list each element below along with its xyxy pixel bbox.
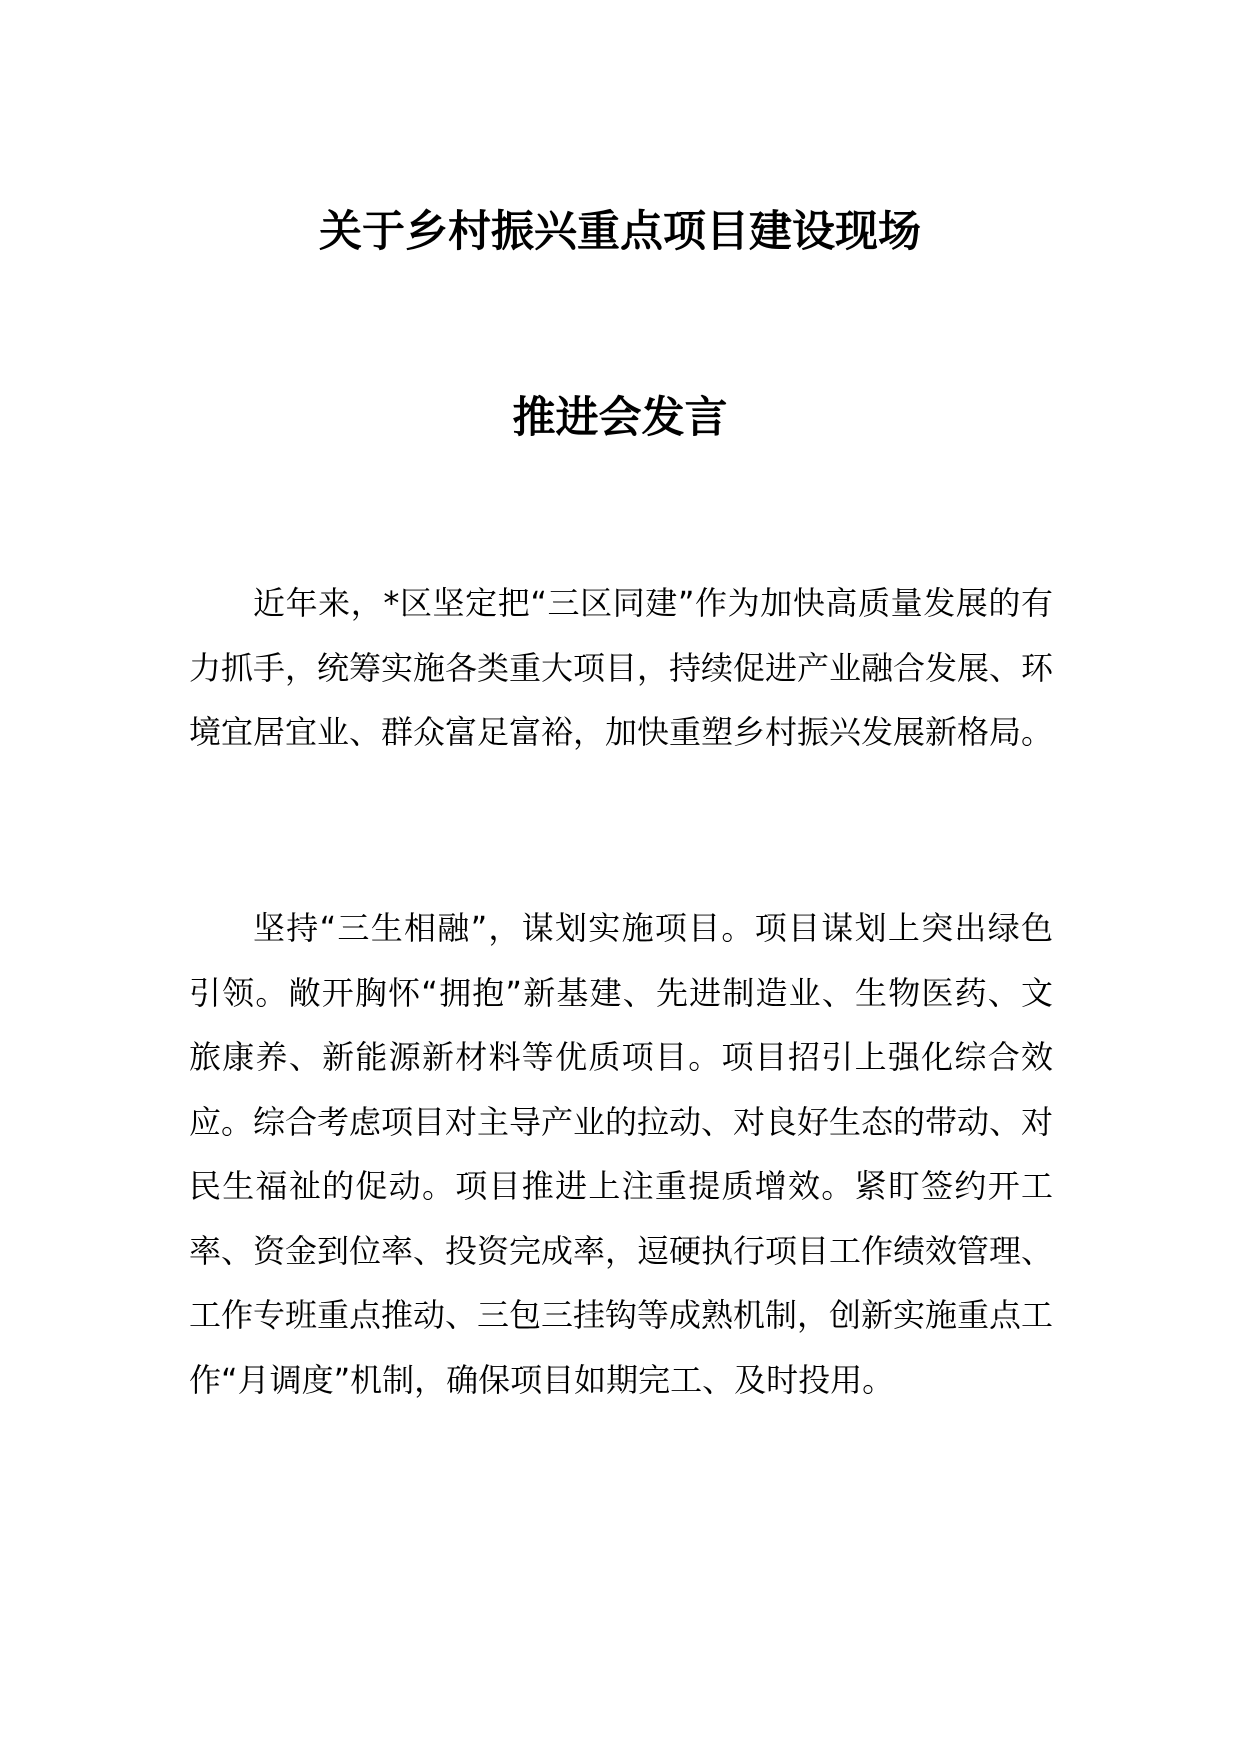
body-paragraph-2: 坚持“三生相融”，谋划实施项目。项目谋划上突出绿色引领。敞开胸怀“拥抱”新基建、先进制造业、生物医药、文旅康养、新能源新材料等优质项目。项目招引上强化综合效应。综合考虑项目对主导产业的拉动、对良好生态的带动、对民生福祉的促动。项目推进上注重提质增效。紧盯签约开工率、资金到位率、投资完成率，逗硬执行项目工作绩效管理、工作专班重点推动、三包三挂钩等成熟机制，创新实施重点工作“月调度”机制，确保项目如期完工、及时投用。 [189, 909, 1054, 1399]
document-title-line-1: 关于乡村振兴重点项目建设现场 [319, 207, 921, 257]
document-title-line-2: 推进会发言 [512, 393, 728, 443]
body-paragraph-1: 近年来，*区坚定把“三区同建”作为加快高质量发展的有力抓手，统筹实施各类重大项目，持续促进产业融合发展、环境宜居宜业、群众富足富裕，加快重塑乡村振兴发展新格局。 [189, 584, 1054, 751]
